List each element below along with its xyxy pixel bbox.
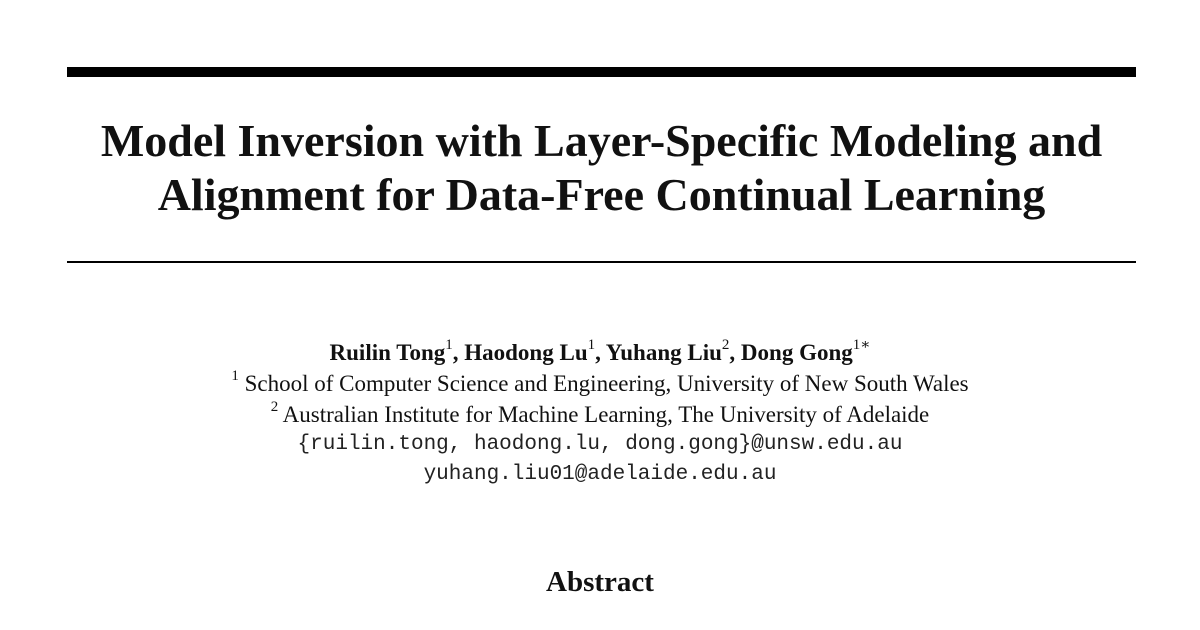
author-affiliation-mark: 2 (721, 337, 730, 354)
author (740, 337, 871, 365)
abstract-heading: Abstract (546, 566, 654, 598)
title-line-2: Alignment for Data-Free Continual Learning (157, 169, 1046, 220)
author-list (0, 338, 1200, 368)
author-separator: , (729, 340, 741, 365)
author-name: Ruilin Tong (329, 340, 446, 365)
affiliation-mark: 1 (231, 368, 239, 385)
author (329, 337, 465, 365)
affiliation-text: Australian Institute for Machine Learning, The University of Adelaide (278, 402, 930, 427)
paper-title (67, 114, 1136, 222)
author-affiliation-mark: 1 (587, 337, 596, 354)
title-line-1: Model Inversion with Layer-Specific Modeling and (100, 115, 1103, 166)
author-separator: , (595, 340, 606, 365)
email-line: {ruilin.tong, haodong.lu, dong.gong}@unsw.edu.au (297, 433, 903, 456)
author (464, 337, 606, 365)
bottom-rule (67, 261, 1136, 263)
author-affiliation-mark: 1∗ (852, 337, 871, 354)
author-affiliation-mark: 1 (445, 337, 453, 354)
author-separator: , (452, 340, 465, 365)
author-name: Haodong Lu (464, 340, 588, 365)
affiliation-mark: 2 (270, 399, 279, 416)
author-block (0, 338, 1200, 490)
affiliation (0, 368, 1200, 399)
email-line: yuhang.liu01@adelaide.edu.au (423, 463, 777, 486)
top-rule (67, 67, 1136, 77)
affiliation-text: School of Computer Science and Engineering, University of New South Wales (238, 371, 969, 396)
author-name: Dong Gong (740, 340, 853, 365)
affiliation (0, 399, 1200, 430)
author (605, 337, 741, 365)
author-name: Yuhang Liu (605, 340, 722, 365)
